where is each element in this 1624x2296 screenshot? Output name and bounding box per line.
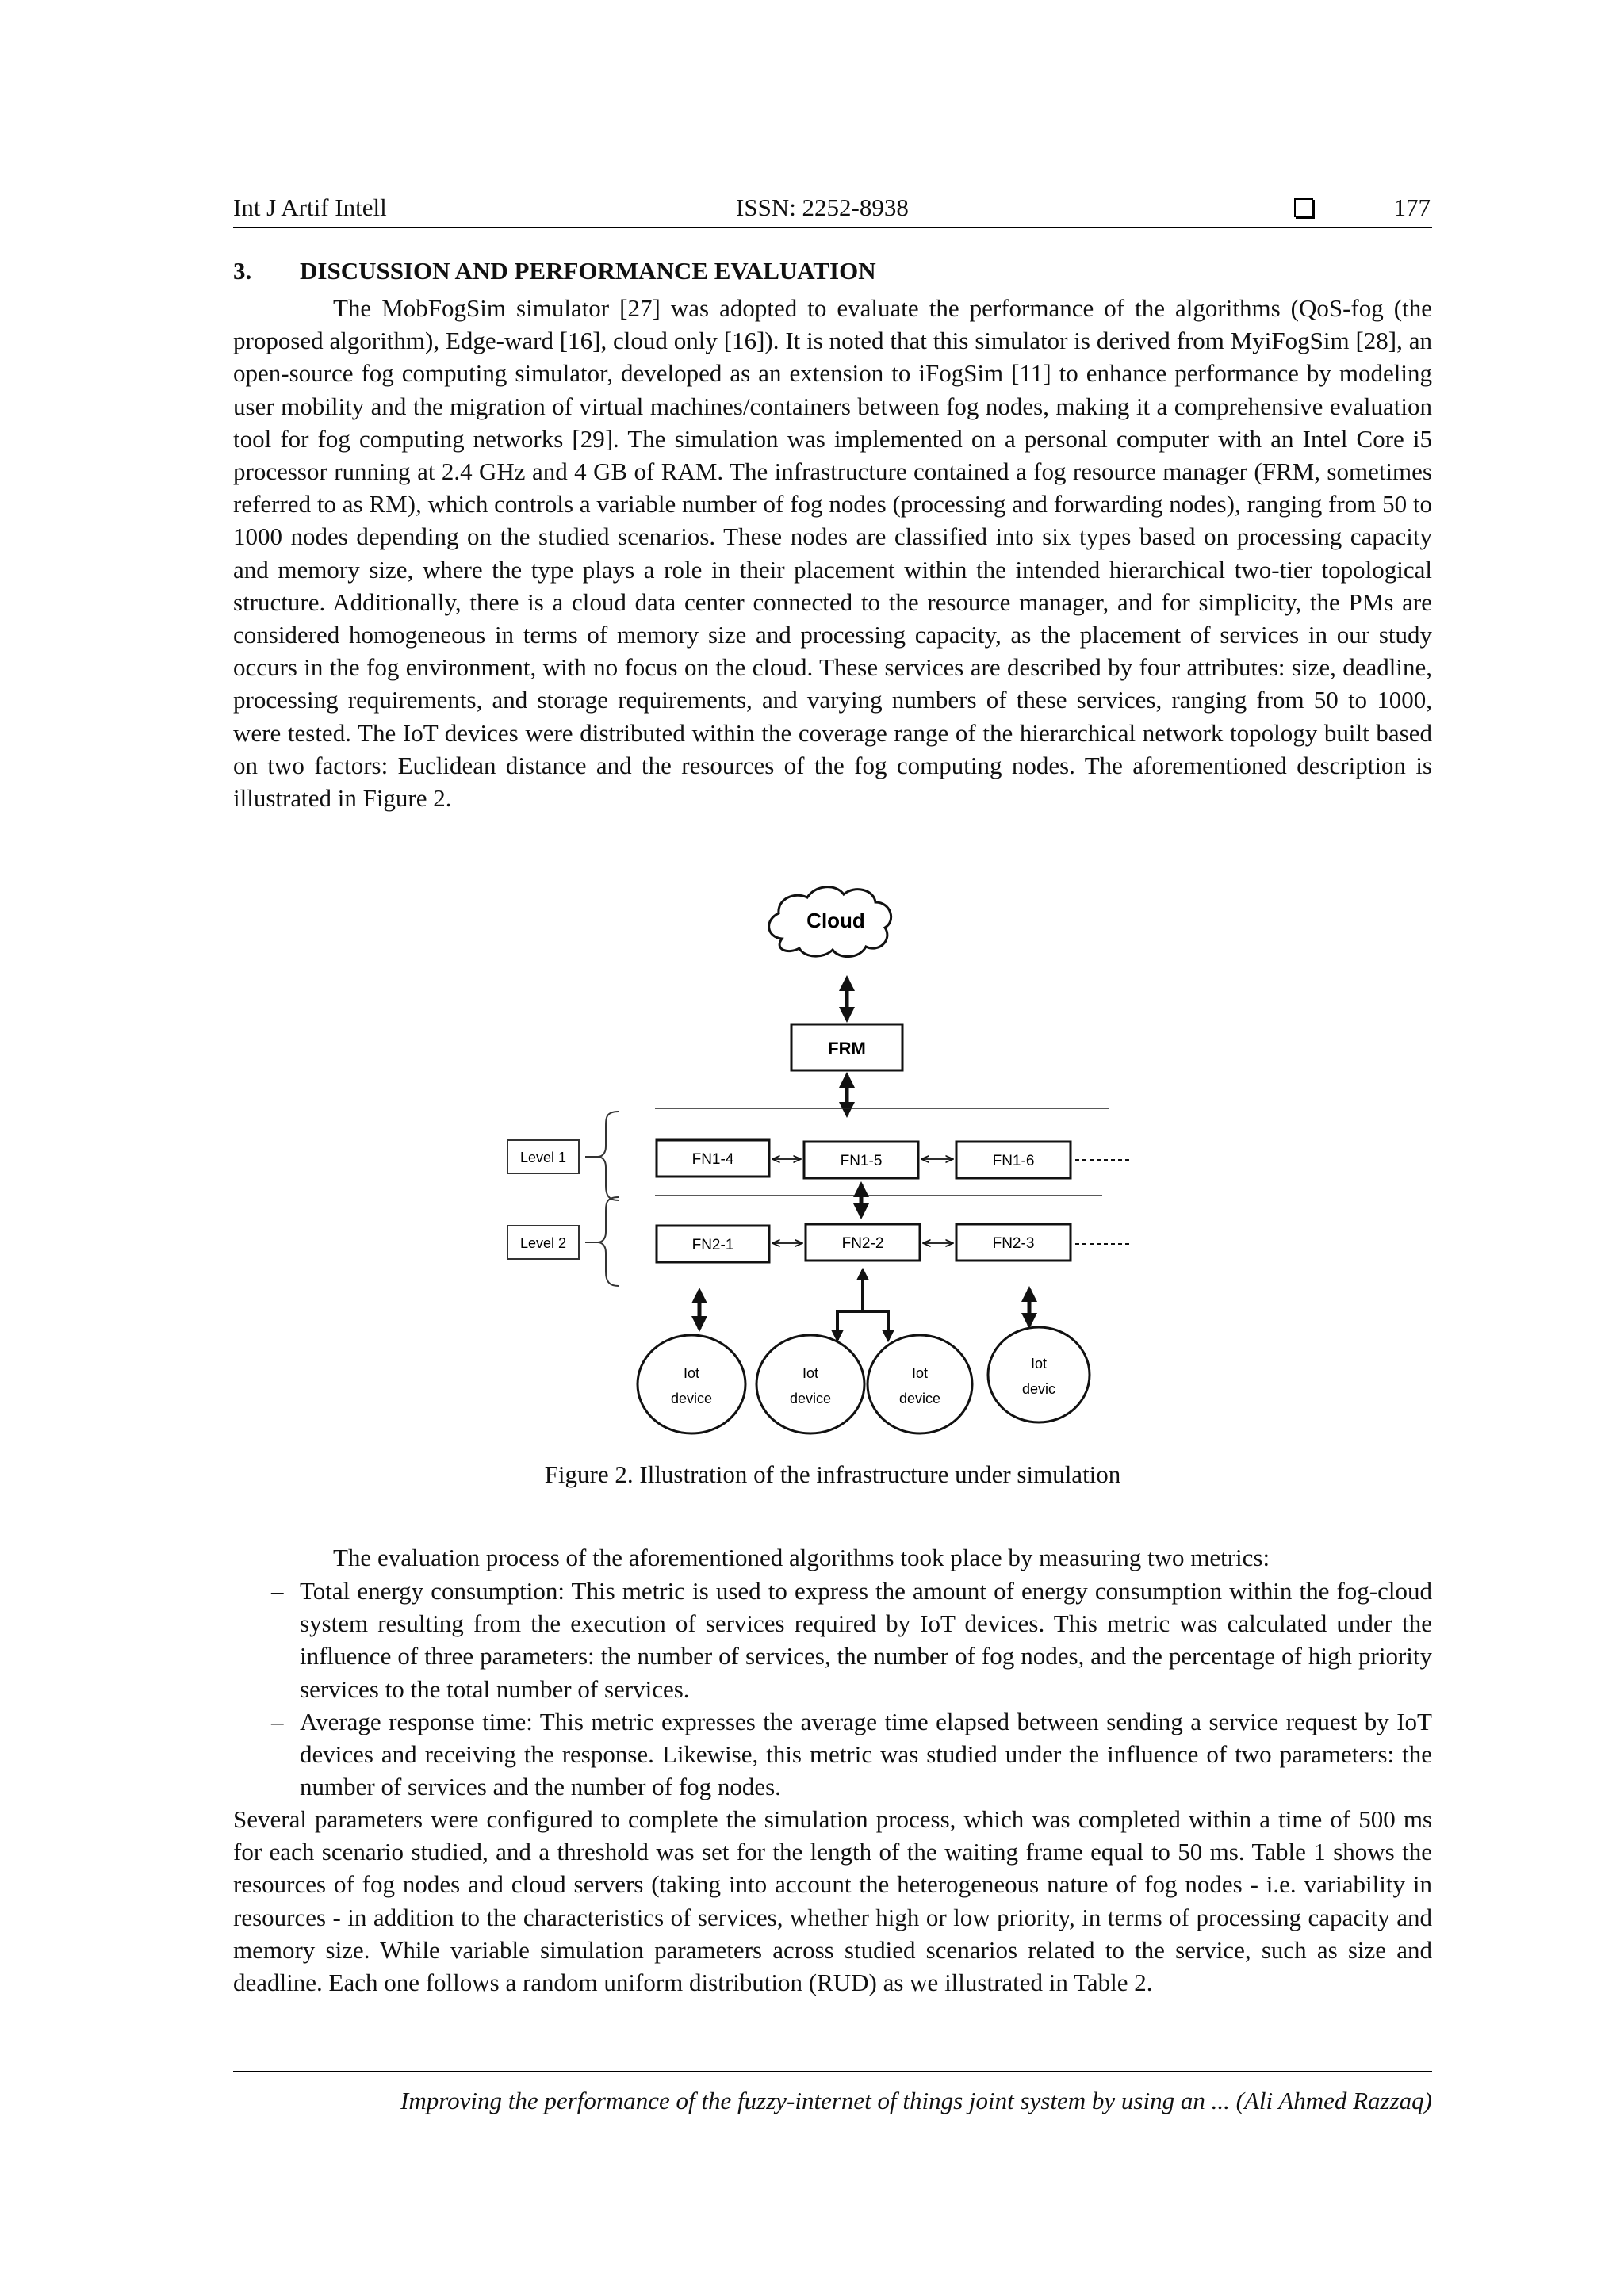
running-footer: Improving the performance of the fuzzy-internet of things joint system by using an ... (Ali Ahmed Razzaq) (233, 2071, 1432, 2118)
list-item (233, 1575, 1432, 1705)
iot-device-4 (988, 1327, 1090, 1422)
fn1-6-node (956, 1142, 1071, 1178)
bullet-text-energy: Total energy consumption: This metric is used to express the amount of energy consumption within the fog-cloud system resulting from the execution of services required by IoT devices. This metric was calculated under the influence of three parameters: the number of services, the number of fog nodes, and the percentage of high priority services to the total number of services. (300, 1577, 1432, 1703)
issn: ISSN: 2252-8938 (736, 193, 909, 221)
iot-device-4-line1: Iot (1030, 1356, 1048, 1372)
level1-tag (508, 1112, 619, 1200)
iot-device-3-line2: device (898, 1391, 941, 1406)
fn1-6-label: FN1-6 (992, 1153, 1035, 1169)
iot-device-2 (756, 1335, 864, 1433)
page-number: 177 (1393, 193, 1431, 221)
iot-device-4-line2: devic (1021, 1381, 1056, 1397)
square-icon (1294, 198, 1313, 217)
paragraph-simulator: The MobFogSim simulator [27] was adopted to evaluate the performance of the algorithms (QoS-fog (the proposed algorithm), Edge-ward [16], cloud only [16]). It is noted that this simulator is derived from MyiFogSim [28], an open-source fog computing simulator, developed as an extension to iFogSim [11] to enhance performance by modeling user mobility and the migration of virtual machines/containers between fog nodes, making it a comprehensive evaluation tool for fog computing networks [29]. The simulation was implemented on a personal computer with an Intel Core i5 processor running at 2.4 GHz and 4 GB of RAM. The infrastructure contained a fog resource manager (FRM, sometimes referred to as RM), which controls a variable number of fog nodes (processing and forwarding nodes), ranging from 50 to 1000 nodes depending on the studied scenarios. These nodes are classified into six types based on processing capacity and memory size, where the type plays a role in their placement within the intended hierarchical two-tier topological structure. Additionally, there is a cloud data center connected to the resource manager, and for simplicity, the PMs are considered homogeneous in terms of memory size and processing capacity, as the placement of services in our study occurs in the fog environment, with no focus on the cloud. These services are described by four attributes: size, deadline, processing requirements, and storage requirements, and varying numbers of these services, ranging from 50 to 1000, were tested. The IoT devices were distributed within the coverage range of the hierarchical network topology built based on two factors: Euclidean distance and the resources of the fog computing nodes. The aforementioned description is illustrated in Figure 2. (233, 294, 1432, 813)
level2-tag (508, 1197, 619, 1286)
fn2-2-node (806, 1224, 920, 1261)
section-number: 3. (233, 257, 252, 285)
section-heading (233, 257, 876, 285)
fn2-1-label: FN2-1 (691, 1237, 734, 1253)
fn1-5-label: FN1-5 (840, 1153, 883, 1169)
iot-device-1-line2: device (670, 1391, 713, 1406)
metrics-list (233, 1575, 1432, 1803)
cloud-label: Cloud (806, 909, 865, 932)
cloud-node (769, 887, 891, 957)
fn1-5-node (804, 1142, 918, 1178)
journal-name: Int J Artif Intell (233, 193, 387, 221)
fn2-2-label: FN2-2 (841, 1235, 884, 1252)
bullet-text-response-time: Average response time: This metric expresses the average time elapsed between sending a service request by IoT devices and receiving the response. Likewise, this metric was studied under the influence of two parameters: the number of services and the number of fog nodes. (300, 1707, 1432, 1801)
fn2-3-node (956, 1224, 1071, 1261)
fn2-2-device-arrows (837, 1270, 888, 1340)
bullet-dash: – (271, 1577, 284, 1605)
level2-label: Level 2 (519, 1235, 567, 1251)
iot-device-2-line1: Iot (802, 1365, 819, 1381)
frm-node (791, 1024, 902, 1070)
iot-device-2-line2: device (789, 1391, 832, 1406)
frm-label: FRM (828, 1039, 866, 1058)
figure-caption: Figure 2. Illustration of the infrastructure under simulation (544, 1460, 1121, 1488)
iot-device-1-line1: Iot (683, 1365, 700, 1381)
section-title: DISCUSSION AND PERFORMANCE EVALUATION (300, 257, 876, 285)
page-header (233, 190, 1432, 228)
fn2-3-label: FN2-3 (992, 1235, 1035, 1252)
paragraph-parameters: Several parameters were configured to complete the simulation process, which was completed within a time of 500 ms for each scenario studied, and a threshold was set for the length of the waiting frame equal to 50 ms. Table 1 shows the resources of fog nodes and cloud servers (taking into account the heterogeneous nature of fog nodes - i.e. variability in resources - in addition to the characteristics of services, whether high or low priority, in terms of processing capacity and memory size. While variable simulation parameters across studied scenarios related to the service, such as size and deadline. Each one follows a random uniform distribution (RUD) as we illustrated in Table 2. (233, 1805, 1432, 1997)
iot-device-3-line1: Iot (911, 1365, 929, 1381)
infrastructure-diagram (500, 880, 1166, 1459)
fn1-4-node (657, 1140, 769, 1177)
infrastructure-figure (500, 880, 1166, 1459)
iot-device-1 (638, 1335, 745, 1433)
paragraph-metrics-intro: The evaluation process of the aforementioned algorithms took place by measuring two metrics: (333, 1544, 1270, 1571)
level1-label: Level 1 (519, 1150, 567, 1165)
list-item (233, 1705, 1432, 1804)
fn2-1-node (657, 1226, 769, 1262)
bullet-dash: – (271, 1707, 284, 1735)
iot-device-3 (868, 1335, 972, 1433)
fn1-4-label: FN1-4 (691, 1151, 734, 1168)
